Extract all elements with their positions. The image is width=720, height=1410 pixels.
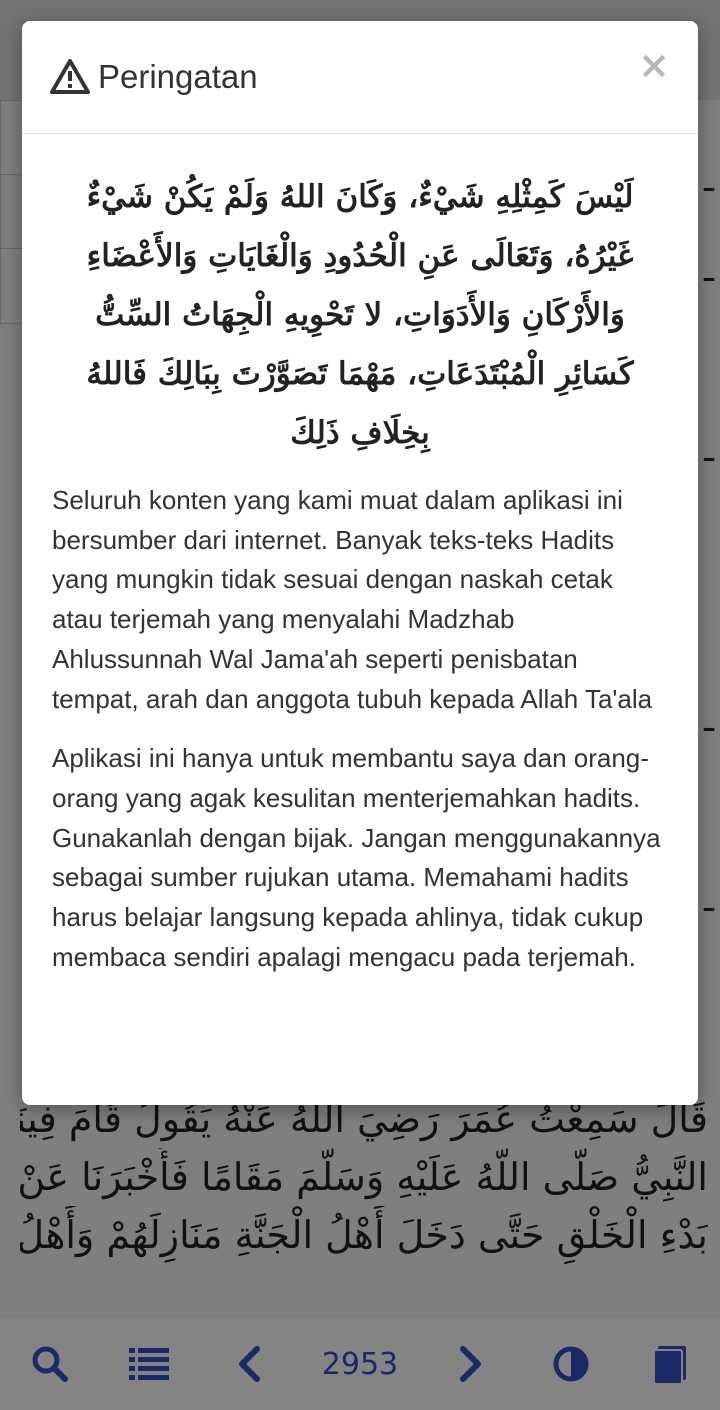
modal-title: Peringatan — [98, 58, 258, 95]
modal-header — [22, 21, 698, 134]
warning-icon — [50, 59, 90, 95]
bookmark-icon — [652, 1344, 688, 1384]
modal-body — [22, 134, 698, 977]
bookmark-button[interactable] — [640, 1334, 700, 1394]
search-button[interactable] — [20, 1334, 80, 1394]
next-button[interactable] — [441, 1334, 501, 1394]
chevron-left-icon — [235, 1346, 263, 1382]
arabic-quote: لَيْسَ كَمِثْلِهِ شَيْءٌ، وَكَانَ اللهُ وَلَمْ يَكُنْ شَيْءٌ غَيْرُهُ، وَتَعَالَى عَنِ الْحُدُودِ وَالْغَايَاتِ وَالأَعْضَاءِ وَالأَرْكَانِ وَالأَدَوَاتِ، لا تَحْوِيهِ الْجِهَاتُ السِّتُّ كَسَائِرِ الْمُبْتَدَعَاتِ، مَهْمَا تَصَوَّرْتَ بِبَالِكَ فَاللهُ بِخِلَافِ ذَلِكَ — [86, 179, 634, 451]
disclaimer-paragraph-2: Aplikasi ini hanya untuk membantu saya dan orang-orang yang agak kesulitan menterjemahkan hadits. Gunakanlah dengan bijak. Jangan menggunakannya sebagai sumber rujukan utama. Memahami hadits harus belajar langsung kepada ahlinya, tidak cukup membaca sendiri apalagi mengacu pada terjemah. — [52, 743, 661, 972]
search-icon — [30, 1344, 70, 1384]
close-button[interactable]: × — [638, 43, 670, 87]
previous-button[interactable] — [219, 1334, 279, 1394]
list-button[interactable] — [119, 1334, 179, 1394]
disclaimer-paragraph-1: Seluruh konten yang kami muat dalam aplikasi ini bersumber dari internet. Banyak teks-teks Hadits yang mungkin tidak sesuai dengan naskah cetak atau terjemah yang menyalahi Madzhab Ahlussunnah Wal Jama'ah seperti penisbatan tempat, arah dan anggota tubuh kepada Allah Ta'ala — [52, 485, 653, 714]
chevron-right-icon — [457, 1346, 485, 1382]
list-icon — [129, 1346, 169, 1382]
warning-modal — [22, 21, 698, 1105]
contrast-button[interactable] — [541, 1334, 601, 1394]
page-number-input[interactable] — [318, 1341, 402, 1387]
bottom-toolbar — [0, 1318, 720, 1410]
contrast-icon — [552, 1345, 590, 1383]
